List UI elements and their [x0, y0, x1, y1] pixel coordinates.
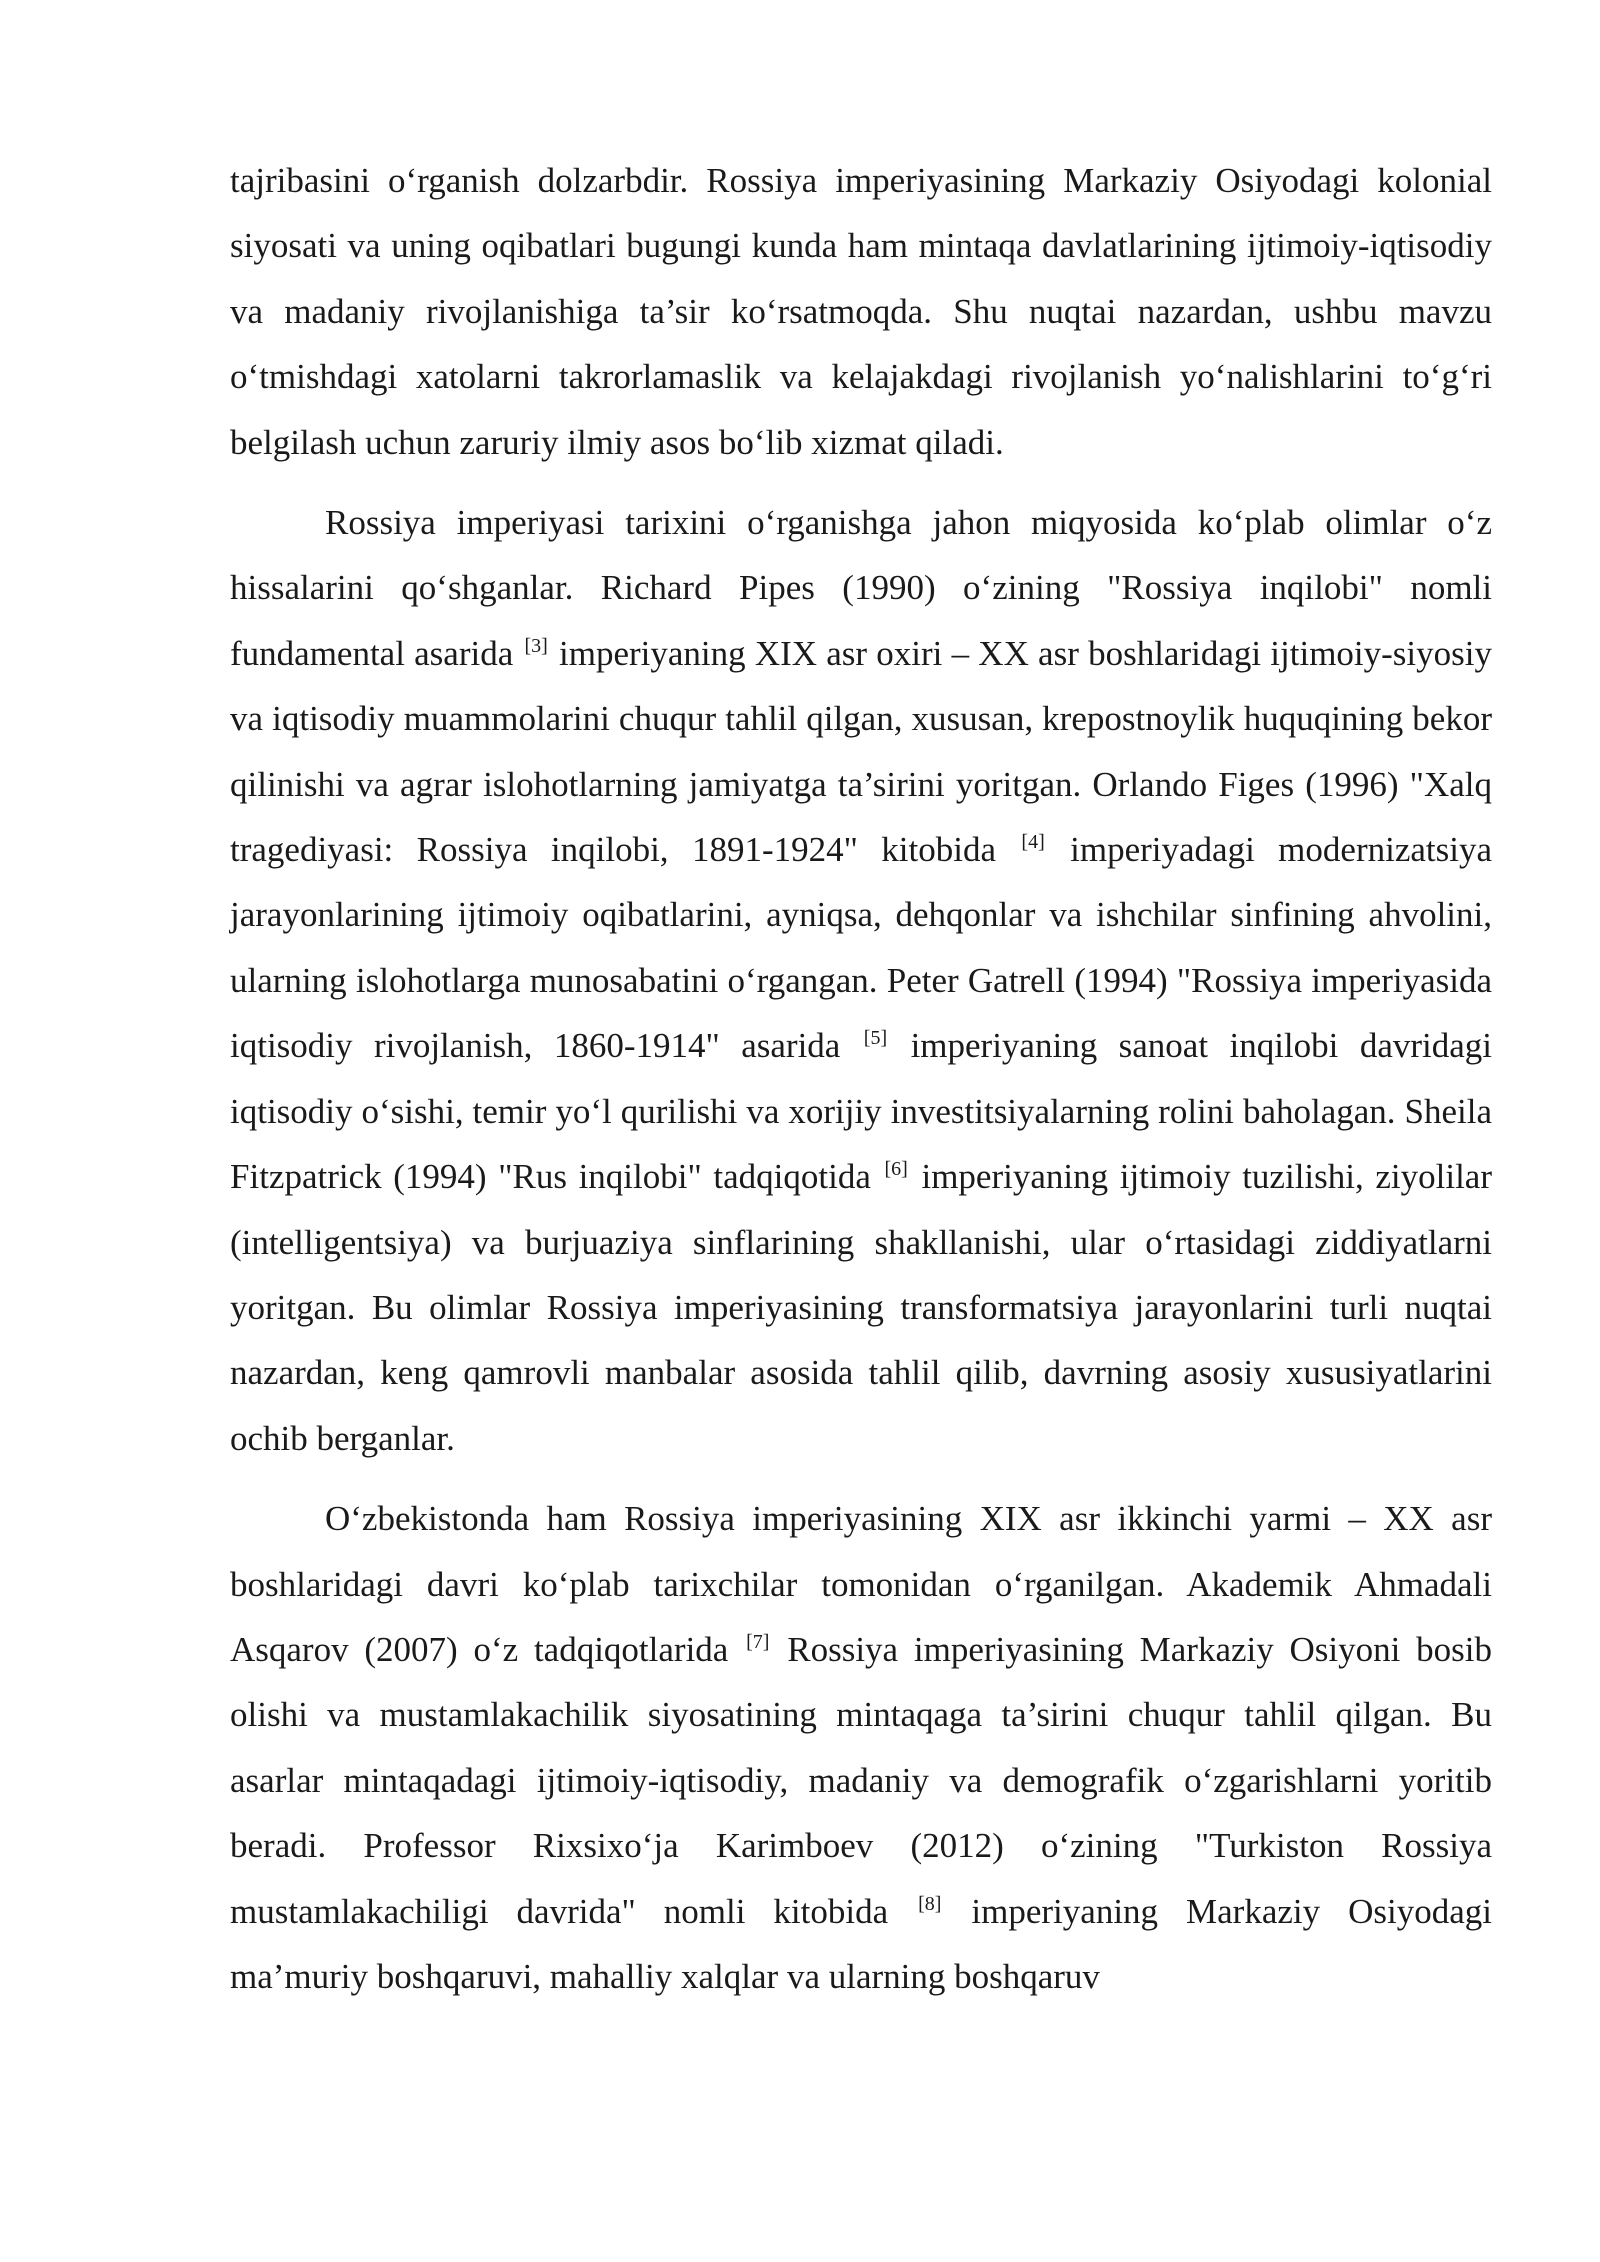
paragraph-text: imperiyaning XIX asr oxiri – XX asr boshlaridagi ijtimoiy-siyosiy va iqtisodiy muammolarini chuqur tahlil qilgan, xususan, krepostnoylik huquqining bekor qilinishi va agrar islohotlarning jamiyatga ta’sirini yoritgan. Orlando Figes (1996) "Xalq tragediyasi: Rossiya inqilobi, 1891-1924" kitobida — [230, 633, 1493, 870]
paragraph-text: Rossiya imperiyasi tarixini o‘rganishga jahon miqyosida ko‘plab olimlar o‘z hissalarini qo‘shganlar. Richard Pipes (1990) o‘zining "Rossiya inqilobi" nomli fundamental asarida — [230, 503, 1492, 673]
paragraph-text: Rossiya imperiyasining Markaziy Osiyoni bosib olishi va mustamlakachilik siyosatining mintaqaga ta’sirini chuqur tahlil qilgan. Bu asarlar mintaqadagi ijtimoiy-iqtisodiy, madaniy va demografik o‘zgarishlarni yoritib beradi. Professor Rixsixo‘ja Karimboev (2012) o‘zining "Turkiston Rossiya mustamlakachiligi davrida" nomli kitobida — [230, 1629, 1492, 1931]
paragraph-text: imperiyaning Markaziy Osiyodagi ma’muriy boshqaruvi, mahalliy xalqlar va ularning boshqaruv — [230, 1891, 1492, 1996]
paragraph-text: imperiyadagi modernizatsiya jarayonlarining ijtimoiy oqibatlarini, ayniqsa, dehqonlar va ishchilar sinfining ahvolini, ularning islohotlarga munosabatini o‘rgangan. Peter Gatrell (1994) "Rossiya imperiyasida iqtisodiy rivojlanish, 1860-1914" asarida — [230, 830, 1492, 1066]
paragraph-text: O‘zbekistonda ham Rossiya imperiyasining XIX asr ikkinchi yarmi – XX asr boshlaridagi davri ko‘plab tarixchilar tomonidan o‘rganilgan. Akademik Ahmadali Asqarov (2007) o‘z tadqiqotlarida — [230, 1499, 1492, 1669]
citation-ref: [4] — [1021, 831, 1045, 854]
citation-ref: [8] — [918, 1892, 942, 1915]
citation-ref: [6] — [884, 1158, 908, 1181]
document-page — [230, 148, 1492, 2009]
citation-ref: [3] — [524, 634, 548, 657]
paragraph-2 — [230, 490, 1492, 1471]
paragraph-text: imperiyaning sanoat inqilobi davridagi iqtisodiy o‘sishi, temir yo‘l qurilishi va xorijiy investitsiyalarning rolini baholagan. Sheila Fitzpatrick (1994) "Rus inqilobi" tadqiqotida — [230, 1026, 1492, 1197]
paragraph-text: imperiyaning ijtimoiy tuzilishi, ziyolilar (intelligentsiya) va burjuaziya sinflarining shakllanishi, ular o‘rtasidagi ziddiyatlarni yoritgan. Bu olimlar Rossiya imperiyasining transformatsiya jarayonlarini turli nuqtai nazardan, keng qamrovli manbalar asosida tahlil qilib, davrning asosiy xususiyatlarini ochib berganlar. — [230, 1157, 1492, 1458]
paragraph-3 — [230, 1486, 1492, 2009]
citation-ref: [5] — [863, 1027, 888, 1050]
citation-ref: [7] — [746, 1630, 770, 1653]
paragraph-text: tajribasini o‘rganish dolzarbdir. Rossiya imperiyasining Markaziy Osiyodagi kolonial siyosati va uning oqibatlari bugungi kunda ham mintaqa davlatlarining ijtimoiy-iqtisodiy va madaniy rivojlanishiga ta’sir ko‘rsatmoqda. Shu nuqtai nazardan, ushbu mavzu o‘tmishdagi xatolarni takrorlamaslik va kelajakdagi rivojlanish yo‘nalishlarini to‘g‘ri belgilash uchun zaruriy ilmiy asos bo‘lib xizmat qiladi. — [230, 161, 1492, 462]
paragraph-1 — [230, 148, 1492, 475]
